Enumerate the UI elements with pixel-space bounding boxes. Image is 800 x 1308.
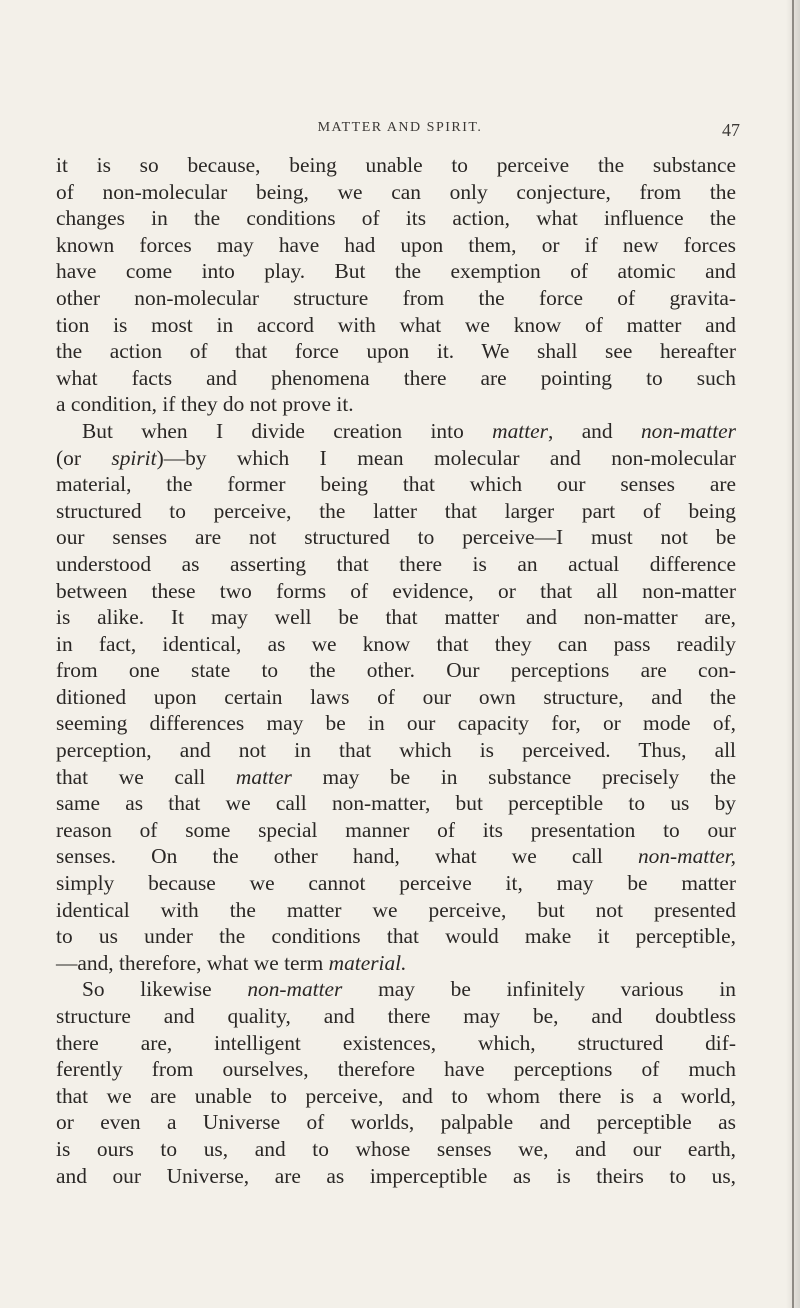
text-line: a condition, if they do not prove it. [56, 392, 354, 417]
text-line: ditioned upon certain laws of our own structure, and the [56, 684, 736, 709]
text-line: reason of some special manner of its presentation to our [56, 817, 736, 842]
text-line: or even a Universe of worlds, palpable and perceptible as [56, 1110, 736, 1135]
text-line: between these two forms of evidence, or that all non-matter [56, 578, 736, 603]
text-line: our senses are not structured to perceive—I must not be [56, 525, 736, 550]
text-line: that we are unable to perceive, and to whom there is a world, [56, 1083, 736, 1108]
page-number: 47 [722, 120, 740, 140]
text-line: (or spirit)—by which I mean molecular and non-molecular [56, 445, 736, 470]
text-line: same as that we call non-matter, but perceptible to us by [56, 791, 736, 816]
text-line: material, the former being that which our senses are [56, 472, 736, 497]
text-line: have come into play. But the exemption of atomic and [56, 259, 736, 284]
text-line: structured to perceive, the latter that larger part of being [56, 498, 736, 523]
text-line: seeming differences may be in our capacity for, or mode of, [56, 711, 736, 736]
text-line: simply because we cannot perceive it, may be matter [56, 871, 736, 896]
text-line: and our Universe, are as imperceptible as is theirs to us, [56, 1163, 736, 1188]
text-line: changes in the conditions of its action, what influence the [56, 206, 736, 231]
text-line: identical with the matter we perceive, but not presented [56, 897, 736, 922]
text-line: in fact, identical, as we know that they can pass readily [56, 631, 736, 656]
text-line: what facts and phenomena there are pointing to such [56, 365, 736, 390]
text-line: is alike. It may well be that matter and non-matter are, [56, 605, 736, 630]
text-line: So likewise non-matter may be infinitely various in [82, 977, 736, 1002]
text-line: senses. On the other hand, what we call non-matter, [56, 844, 736, 869]
text-line: from one state to the other. Our perceptions are con- [56, 658, 736, 683]
text-line: tion is most in accord with what we know of matter and [56, 312, 736, 337]
text-line: perception, and not in that which is perceived. Thus, all [56, 738, 736, 763]
text-line: is ours to us, and to whose senses we, and our earth, [56, 1136, 736, 1161]
running-head [60, 120, 740, 150]
text-line: it is so because, being unable to perceive the substance [56, 153, 736, 177]
text-line: But when I divide creation into matter, and non-matter [82, 418, 736, 443]
text-line: ferently from ourselves, therefore have perceptions of much [56, 1057, 736, 1082]
text-line: understood as asserting that there is an actual difference [56, 551, 736, 576]
running-title: MATTER AND SPIRIT. [317, 120, 483, 135]
text-line: the action of that force upon it. We shall see hereafter [56, 339, 736, 364]
text-line: structure and quality, and there may be, and doubtless [56, 1004, 736, 1028]
page-edge-line [792, 0, 794, 1308]
text-line: that we call matter may be in substance precisely the [56, 764, 736, 789]
body-text [56, 152, 736, 1189]
text-line: other non-molecular structure from the force of gravita- [56, 285, 736, 310]
text-line: known forces may have had upon them, or if new forces [56, 232, 736, 257]
text-line: to us under the conditions that would make it perceptible, [56, 924, 736, 949]
text-line: there are, intelligent existences, which, structured dif- [56, 1030, 736, 1055]
text-line: —and, therefore, what we term material. [56, 950, 407, 975]
text-line: of non-molecular being, we can only conjecture, from the [56, 179, 736, 204]
